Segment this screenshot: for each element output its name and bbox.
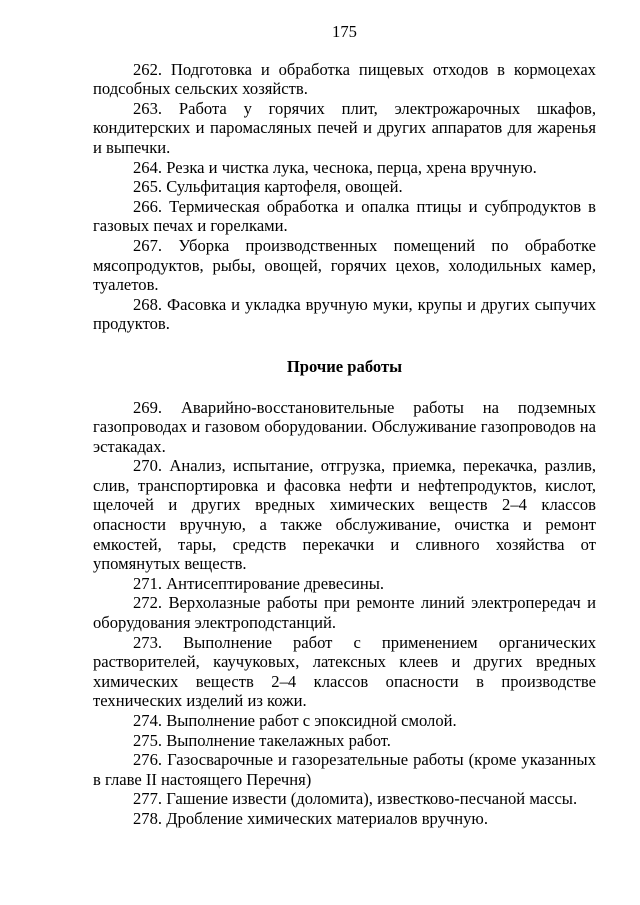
item-text: Работа у горячих плит, электрожарочных шкафов, кондитерских и паромасляных печей и других аппаратов для жаренья и выпечки.: [93, 98, 596, 157]
item-text: Сульфитация картофеля, овощей.: [166, 177, 403, 197]
item-text: Резка и чистка лука, чеснока, перца, хрена вручную.: [166, 157, 537, 177]
list-item: [93, 456, 596, 574]
item-number: 275.: [133, 730, 163, 750]
item-number: 264.: [133, 157, 163, 177]
list-item: [93, 197, 596, 236]
item-number: 262.: [133, 59, 163, 79]
item-number: 276.: [133, 750, 163, 770]
item-text: Уборка производственных помещений по обработке мясопродуктов, рыбы, овощей, горячих цехов, холодильных камер, туалетов.: [93, 235, 597, 295]
section-title: Прочие работы: [286, 356, 403, 376]
item-number: 278.: [133, 808, 163, 828]
item-text: Газосварочные и газорезательные работы (кроме указанных в главе II настоящего Перечня): [93, 750, 596, 789]
list-item: [93, 809, 596, 829]
item-number: 277.: [133, 789, 163, 809]
list-item: [93, 99, 596, 158]
item-text: Дробление химических материалов вручную.: [166, 808, 488, 828]
list-item: [93, 633, 596, 711]
item-number: 270.: [133, 456, 163, 476]
list-item: [93, 295, 596, 334]
item-number: 271.: [133, 573, 163, 593]
item-text: Фасовка и укладка вручную муки, крупы и других сыпучих продуктов.: [93, 294, 596, 334]
list-item: [93, 60, 596, 99]
item-number: 263.: [133, 98, 163, 118]
item-text: Выполнение работ с эпоксидной смолой.: [166, 711, 457, 730]
list-item: [93, 177, 596, 197]
item-number: 273.: [133, 632, 163, 652]
item-text: Гашение извести (доломита), известково-песчаной массы.: [166, 789, 578, 809]
item-number: 272.: [133, 593, 163, 613]
list-item: [93, 574, 596, 594]
item-text: Анализ, испытание, отгрузка, приемка, перекачка, разлив, слив, транспортировка и фасовка нефти и нефтепродуктов, кислот, щелочей и других вредных химических веществ 2–4 классов опасности вручную, а также обслуживание, очистка и ремонт емкостей, тары, средств перекачки и сливного хозяйства от упомянутых веществ.: [93, 456, 596, 574]
item-number: 267.: [133, 235, 163, 255]
item-number: 266.: [133, 196, 163, 216]
item-text: Выполнение такелажных работ.: [166, 730, 391, 750]
document-page: [93, 22, 596, 829]
list-item: [93, 236, 596, 295]
list-item: [93, 593, 596, 632]
item-number: 265.: [133, 177, 163, 197]
item-number: 268.: [133, 294, 163, 314]
list-item: [93, 789, 596, 809]
item-number: 274.: [133, 711, 163, 730]
list-item: [93, 750, 596, 789]
page-number: 175: [332, 22, 357, 41]
item-text: Выполнение работ с применением органических растворителей, каучуковых, латексных клеев и других вредных химических веществ 2–4 классов опасности в производстве технических изделий из кожи.: [93, 632, 596, 711]
item-text: Аварийно-восстановительные работы на подземных газопроводах и газовом оборудовании. Обслуживание газопроводов на эстакадах.: [93, 397, 596, 456]
list-item: [93, 158, 596, 178]
list-section-top: [93, 60, 596, 334]
list-section-bottom: [93, 398, 596, 829]
item-text: Подготовка и обработка пищевых отходов в кормоцехах подсобных сельских хозяйств.: [93, 59, 596, 99]
item-text: Термическая обработка и опалка птицы и субпродуктов в газовых печах и горелками.: [93, 196, 596, 236]
list-item: [93, 398, 596, 457]
item-text: Верхолазные работы при ремонте линий электропередач и оборудования электроподстанций.: [93, 593, 596, 633]
item-number: 269.: [133, 397, 163, 417]
item-text: Антисептирование древесины.: [166, 573, 385, 593]
list-item: [93, 731, 596, 751]
list-item: [93, 711, 596, 731]
